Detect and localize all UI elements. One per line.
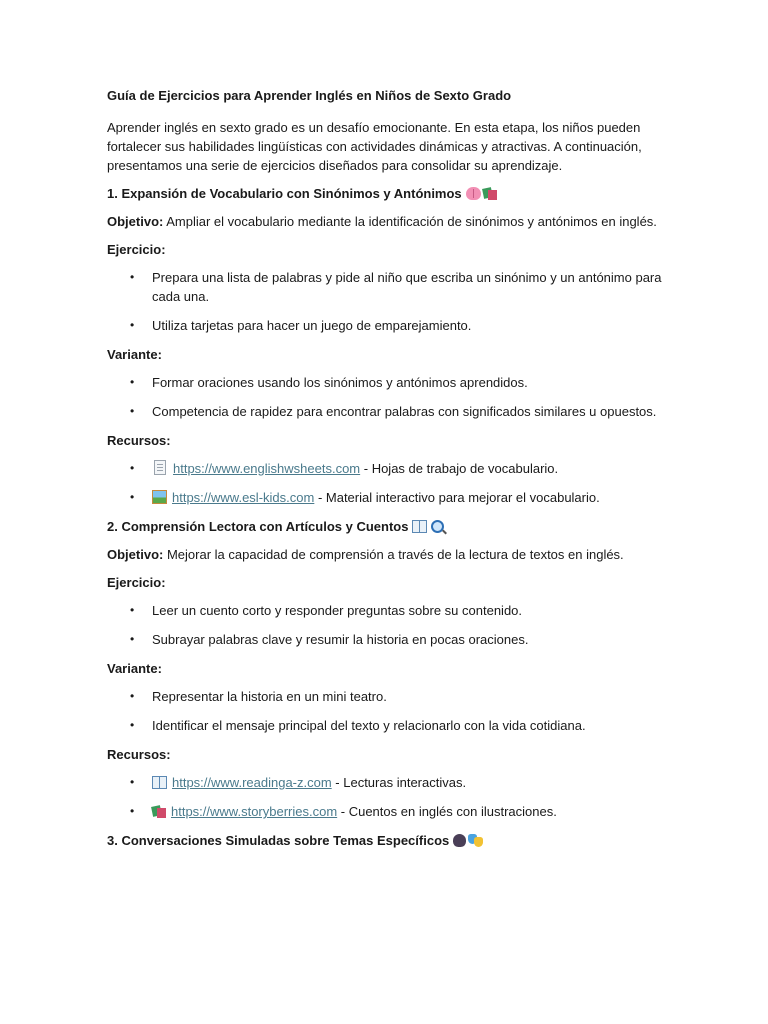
list-item: • https://www.readinga-z.com - Lecturas interactivas. — [152, 773, 667, 792]
speaking-head-icon — [453, 834, 466, 847]
section-2-variant-label: Variante: — [107, 661, 162, 676]
intro-paragraph: Aprender inglés en sexto grado es un desafío emocionante. En esta etapa, los niños pueden fortalecer sus habilidades lingüísticas con actividades dinámicas y atractivas. A continuación, presentamos una serie de ejercicios diseñados para consolidar su aprendizaje. — [107, 120, 642, 173]
section-2-resources-label: Recursos: — [107, 747, 171, 762]
section-1-heading: 1. Expansión de Vocabulario con Sinónimos y Antónimos — [107, 184, 667, 203]
section-2-heading: 2. Comprensión Lectora con Artículos y Cuentos — [107, 517, 667, 536]
section-3-heading: 3. Conversaciones Simuladas sobre Temas Específicos — [107, 831, 667, 850]
resource-link-readinga-z[interactable]: https://www.readinga-z.com — [172, 775, 332, 790]
resource-link-storyberries[interactable]: https://www.storyberries.com — [171, 804, 338, 819]
list-item: • Competencia de rapidez para encontrar palabras con significados similares u opuestos. — [152, 402, 667, 421]
theater-masks-icon — [468, 834, 483, 847]
list-item: • Subrayar palabras clave y resumir la historia en pocas oraciones. — [152, 630, 667, 649]
section-1-objective: Objetivo: Ampliar el vocabulario mediante la identificación de sinónimos y antónimos en inglés. — [107, 214, 657, 229]
list-item: • Utiliza tarjetas para hacer un juego de emparejamiento. — [152, 316, 667, 335]
list-item: • https://www.englishwsheets.com - Hojas de trabajo de vocabulario. — [152, 459, 667, 478]
section-1-variant-label: Variante: — [107, 347, 162, 362]
document-title: Guía de Ejercicios para Aprender Inglés en Niños de Sexto Grado — [107, 88, 512, 103]
list-item: • Representar la historia en un mini teatro. — [152, 687, 667, 706]
books-icon — [152, 805, 166, 818]
list-item: • Leer un cuento corto y responder preguntas sobre su contenido. — [152, 601, 667, 620]
open-book-icon — [412, 520, 427, 533]
open-book-icon — [152, 776, 167, 789]
picture-icon — [152, 490, 167, 504]
section-1-exercise-list — [107, 268, 667, 335]
list-item: • Identificar el mensaje principal del texto y relacionarlo con la vida cotidiana. — [152, 716, 667, 735]
section-1-exercise-label: Ejercicio: — [107, 242, 166, 257]
section-2-exercise-list — [107, 601, 667, 649]
list-item: • Formar oraciones usando los sinónimos y antónimos aprendidos. — [152, 373, 667, 392]
document-page — [107, 86, 667, 859]
section-2-variant-list — [107, 687, 667, 735]
list-item: • https://www.esl-kids.com - Material interactivo para mejorar el vocabulario. — [152, 488, 667, 507]
section-2-objective: Objetivo: Mejorar la capacidad de comprensión a través de la lectura de textos en inglés. — [107, 547, 624, 562]
list-item: • Prepara una lista de palabras y pide al niño que escriba un sinónimo y un antónimo para cada una. — [152, 268, 667, 306]
section-1-resources-list — [107, 459, 667, 507]
books-icon — [483, 187, 497, 200]
brain-icon — [466, 187, 481, 200]
resource-link-esl-kids[interactable]: https://www.esl-kids.com — [172, 490, 315, 505]
list-item: • https://www.storyberries.com - Cuentos en inglés con ilustraciones. — [152, 802, 667, 821]
resource-link-englishwsheets[interactable]: https://www.englishwsheets.com — [173, 461, 361, 476]
section-1-variant-list — [107, 373, 667, 421]
magnifier-icon — [431, 520, 444, 533]
section-2-exercise-label: Ejercicio: — [107, 575, 166, 590]
section-1-resources-label: Recursos: — [107, 433, 171, 448]
section-2-resources-list — [107, 773, 667, 821]
document-icon — [154, 460, 166, 475]
